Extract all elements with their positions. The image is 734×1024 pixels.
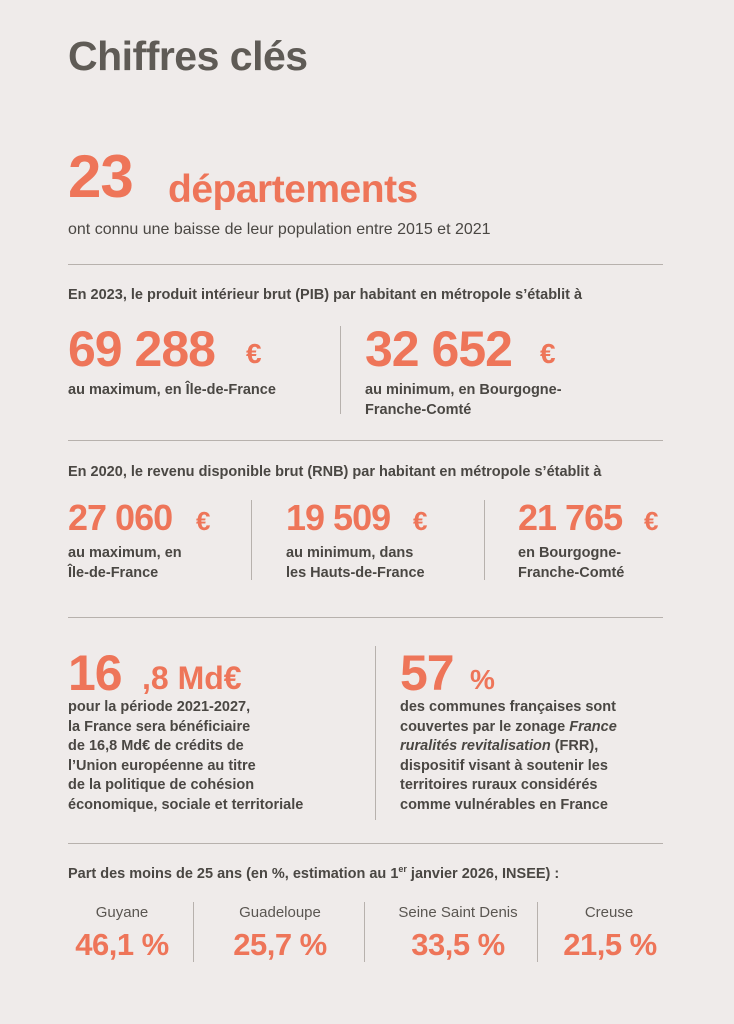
divider-vertical bbox=[375, 646, 376, 820]
pib-max-caption: au maximum, en Île-de-France bbox=[68, 382, 276, 398]
rnb-min-value: 19 509 bbox=[286, 497, 391, 538]
frr-caption-text: couvertes par le zonage bbox=[400, 718, 570, 735]
rnb-max-unit: € bbox=[196, 506, 211, 536]
frr-caption-line: comme vulnérables en France bbox=[400, 796, 608, 813]
credits-value-int: 16 bbox=[68, 645, 122, 701]
pib-intro: En 2023, le produit intérieur brut (PIB) par habitant en métropole s’établit à bbox=[68, 287, 583, 303]
jeunes-label-guadeloupe: Guadeloupe bbox=[239, 904, 321, 921]
rnb-min-unit: € bbox=[413, 506, 428, 536]
frr-caption-line: des communes françaises sont bbox=[400, 699, 616, 715]
credits-caption-line: économique, sociale et territoriale bbox=[68, 796, 304, 813]
divider-vertical bbox=[340, 326, 341, 414]
credits-caption-line: l’Union européenne au titre bbox=[68, 757, 256, 774]
divider bbox=[68, 264, 663, 265]
divider-vertical bbox=[484, 500, 485, 580]
credits-value-unit: ,8 Md€ bbox=[142, 660, 242, 696]
pib-min-caption bbox=[365, 381, 625, 420]
divider-vertical bbox=[364, 902, 365, 962]
credits-caption bbox=[68, 698, 363, 815]
frr-unit: % bbox=[470, 664, 495, 695]
page-title: Chiffres clés bbox=[68, 33, 308, 79]
frr-caption-emphasis: France bbox=[569, 718, 617, 735]
rnb-max-value: 27 060 bbox=[68, 497, 173, 538]
credits-caption-line: la France sera bénéficiaire bbox=[68, 718, 251, 735]
rnb-max-caption bbox=[68, 544, 258, 583]
departements-word: départements bbox=[168, 168, 418, 211]
frr-caption bbox=[400, 698, 670, 815]
frr-value: 57 bbox=[400, 645, 454, 701]
jeunes-label-guyane: Guyane bbox=[95, 904, 149, 921]
rnb-max-caption-line1: au maximum, en bbox=[68, 545, 182, 561]
jeunes-label-seine-saint-denis: Seine Saint Denis bbox=[398, 904, 518, 921]
departements-caption: ont connu une baisse de leur population entre 2015 et 2021 bbox=[68, 221, 491, 238]
pib-max-unit: € bbox=[246, 338, 262, 369]
frr-caption-line bbox=[400, 718, 670, 738]
pib-min-caption-line1: au minimum, en Bourgogne- bbox=[365, 382, 562, 398]
departements-count: 23 bbox=[68, 143, 133, 210]
rnb-bfc-caption-line2: Franche-Comté bbox=[518, 564, 625, 581]
jeunes-label-creuse: Creuse bbox=[584, 904, 634, 921]
rnb-min-caption-line2: les Hauts-de-France bbox=[286, 564, 425, 581]
credits-caption-line: pour la période 2021-2027, bbox=[68, 699, 251, 715]
pib-min-value: 32 652 bbox=[365, 321, 512, 377]
divider bbox=[68, 617, 663, 618]
pib-min-caption-line2: Franche-Comté bbox=[365, 401, 472, 418]
jeunes-intro-text: Part des moins de 25 ans (en %, estimation au 1 bbox=[68, 866, 399, 882]
credits-caption-line: de la politique de cohésion bbox=[68, 777, 255, 794]
divider-vertical bbox=[251, 500, 252, 580]
rnb-bfc-unit: € bbox=[644, 506, 659, 536]
frr-caption-emphasis: ruralités revitalisation bbox=[400, 738, 551, 755]
jeunes-intro-sup: er bbox=[398, 864, 407, 874]
rnb-min-caption bbox=[286, 544, 476, 583]
rnb-min-caption-line1: au minimum, dans bbox=[286, 545, 414, 561]
jeunes-value-guadeloupe: 25,7 % bbox=[233, 927, 327, 962]
pib-max-value: 69 288 bbox=[68, 321, 215, 377]
divider-vertical bbox=[193, 902, 194, 962]
credits-caption-line: de 16,8 Md€ de crédits de bbox=[68, 738, 244, 755]
frr-caption-line: dispositif visant à soutenir les bbox=[400, 757, 608, 774]
frr-caption-line bbox=[400, 737, 670, 757]
jeunes-value-guyane: 46,1 % bbox=[75, 927, 169, 962]
rnb-bfc-caption-line1: en Bourgogne- bbox=[518, 545, 622, 561]
divider bbox=[68, 440, 663, 441]
pib-min-unit: € bbox=[540, 338, 556, 369]
jeunes-value-creuse: 21,5 % bbox=[563, 927, 657, 962]
frr-caption-text: (FRR), bbox=[550, 738, 599, 755]
divider bbox=[68, 843, 663, 844]
frr-caption-line: territoires ruraux considérés bbox=[400, 777, 598, 794]
jeunes-value-seine-saint-denis: 33,5 % bbox=[411, 927, 505, 962]
jeunes-intro-text: janvier 2026, INSEE) : bbox=[406, 866, 560, 882]
jeunes-intro bbox=[68, 866, 559, 882]
rnb-intro: En 2020, le revenu disponible brut (RNB) par habitant en métropole s’établit à bbox=[68, 464, 602, 480]
rnb-bfc-caption bbox=[518, 544, 708, 583]
rnb-bfc-value: 21 765 bbox=[518, 497, 623, 538]
rnb-max-caption-line2: Île-de-France bbox=[68, 564, 159, 581]
